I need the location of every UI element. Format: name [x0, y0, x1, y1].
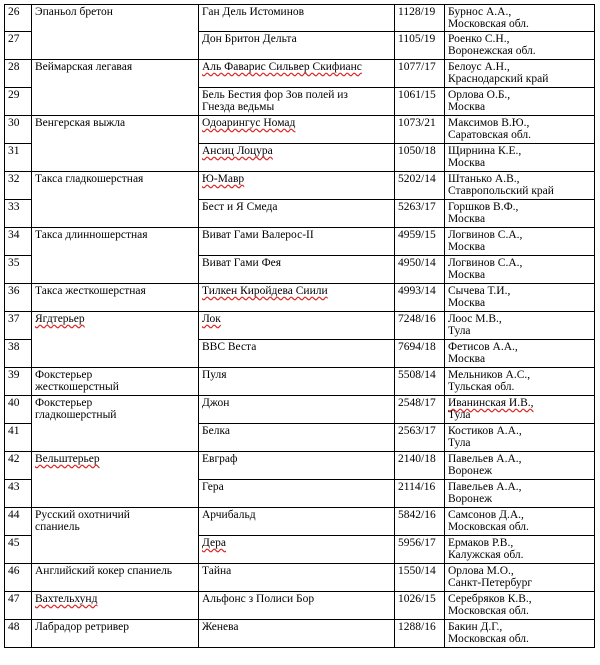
- owner-name-text: Иванинская И.В.,: [448, 397, 534, 409]
- registration-number: 5842/16: [395, 508, 445, 536]
- owner-name: Роенко С.Н.,: [448, 33, 510, 45]
- registration-number: 1288/16: [395, 620, 445, 648]
- owner-city: Москва: [448, 297, 486, 309]
- owner-cell: [445, 88, 595, 116]
- row-number: 28: [5, 60, 32, 88]
- dog-name: Джон: [199, 396, 395, 424]
- breed-cell: [32, 312, 199, 368]
- row-number: 44: [5, 508, 32, 536]
- registration-number: 2140/18: [395, 452, 445, 480]
- row-number: 36: [5, 284, 32, 312]
- owner-city: Тула: [448, 437, 471, 449]
- owner-name: Бакин Д.Г.,: [448, 621, 503, 633]
- table-row: [5, 284, 595, 312]
- dog-name: Виват Гами Фея: [199, 256, 395, 284]
- owner-cell: [445, 536, 595, 564]
- table-row: [5, 172, 595, 200]
- dog-name-text: Дера: [202, 537, 226, 549]
- registration-number: 1105/19: [395, 32, 445, 60]
- table-row: [5, 620, 595, 648]
- owner-name: Горшков В.Ф.,: [448, 201, 519, 213]
- dog-name: Белка: [199, 424, 395, 452]
- dog-name: Гера: [199, 480, 395, 508]
- owner-cell: [445, 200, 595, 228]
- breed-name: Английский кокер спаниель: [35, 565, 173, 577]
- owner-city: Краснодарский край: [448, 73, 549, 85]
- dog-name: Бест и Я Смеда: [199, 200, 395, 228]
- row-number: 46: [5, 564, 32, 592]
- table-row: [5, 60, 595, 88]
- table-row: [5, 564, 595, 592]
- registration-number: 2548/17: [395, 396, 445, 424]
- breed-cell: [32, 452, 199, 508]
- dog-name: [199, 144, 395, 172]
- owner-name: Бурнос А.А.,: [448, 6, 512, 18]
- owner-cell: [445, 480, 595, 508]
- table-row: [5, 592, 595, 620]
- dog-name: Виват Гами Валерос-II: [199, 228, 395, 256]
- owner-cell: [445, 340, 595, 368]
- registration-number: 1061/15: [395, 88, 445, 116]
- registration-number: 4993/14: [395, 284, 445, 312]
- registration-number: 1077/17: [395, 60, 445, 88]
- registration-number: 4959/15: [395, 228, 445, 256]
- breed-cell: [32, 228, 199, 284]
- table-row: [5, 368, 595, 396]
- dog-name: Пуля: [199, 368, 395, 396]
- owner-cell: [445, 424, 595, 452]
- owner-name: Самсонов Д.А.,: [448, 509, 524, 521]
- owner-city: Воронеж: [448, 493, 493, 505]
- owner-name: Ермаков Р.В.,: [448, 537, 514, 549]
- owner-cell: [445, 32, 595, 60]
- owner-city: Москва: [448, 241, 486, 253]
- registration-number: 1550/14: [395, 564, 445, 592]
- owner-name: Логвинов С.А.,: [448, 257, 523, 269]
- owner-city: Московская обл.: [448, 18, 529, 30]
- dog-name: [199, 172, 395, 200]
- table-row: [5, 228, 595, 256]
- breed-cell: [32, 284, 199, 312]
- dog-name: [199, 88, 395, 116]
- breed-name-line1: Русский охотничий: [35, 509, 130, 521]
- row-number: 45: [5, 536, 32, 564]
- breed-name: Веймарская легавая: [35, 61, 133, 73]
- owner-name: Лоос М.В.,: [448, 313, 502, 325]
- registration-number: 2114/16: [395, 480, 445, 508]
- owner-name: Орлова М.О.,: [448, 565, 514, 577]
- dog-name-line1: Бель Бестия фор Зов полей из: [202, 89, 348, 101]
- dog-name: Ган Дель Истоминов: [199, 5, 395, 32]
- row-number: 47: [5, 592, 32, 620]
- owner-cell: [445, 312, 595, 340]
- registration-number: 1073/21: [395, 116, 445, 144]
- table-row: [5, 5, 595, 32]
- row-number: 38: [5, 340, 32, 368]
- breed-name-line2: гладкошерстный: [35, 409, 117, 421]
- breed-name: Вельштерьер: [35, 453, 100, 465]
- owner-cell: [445, 256, 595, 284]
- breed-name-line2: спаниель: [35, 521, 80, 533]
- owner-cell: [445, 116, 595, 144]
- dog-name: Женева: [199, 620, 395, 648]
- owner-name: [448, 397, 591, 409]
- registration-number: 5202/14: [395, 172, 445, 200]
- owner-city: Тула: [448, 409, 471, 421]
- dog-name-text: Аль Фаварис Сильвер Скифианс: [202, 61, 362, 73]
- owner-city: Московская обл.: [448, 521, 529, 533]
- owner-name: Павельев А.А.,: [448, 453, 522, 465]
- row-number: 41: [5, 424, 32, 452]
- breed-name: Вахтельхунд: [35, 593, 98, 605]
- breed-cell: [32, 60, 199, 116]
- owner-city: Ставропольский край: [448, 185, 554, 197]
- registration-number: 5508/14: [395, 368, 445, 396]
- dog-name: Арчибальд: [199, 508, 395, 536]
- owner-city: Москва: [448, 101, 486, 113]
- table-row: [5, 116, 595, 144]
- breed-name-line1: Фокстерьер: [35, 369, 93, 381]
- owner-city: Московская обл.: [448, 605, 529, 617]
- row-number: 34: [5, 228, 32, 256]
- dog-name: ВВС Веста: [199, 340, 395, 368]
- row-number: 39: [5, 368, 32, 396]
- breed-name-line2: жесткошерстный: [35, 381, 119, 393]
- owner-city: Тульская обл.: [448, 381, 515, 393]
- registration-number: 1128/19: [395, 5, 445, 32]
- owner-name: Штанько А.В.,: [448, 173, 520, 185]
- owner-cell: [445, 452, 595, 480]
- registration-number: 1050/18: [395, 144, 445, 172]
- owner-city: Московская обл.: [448, 633, 529, 645]
- breed-name: Такса жесткошерстная: [35, 285, 146, 297]
- owner-name: Павельев А.А.,: [448, 481, 522, 493]
- owner-name: Орлова О.Б.,: [448, 89, 511, 101]
- row-number: 35: [5, 256, 32, 284]
- owner-cell: [445, 396, 595, 424]
- dogs-table: [4, 4, 595, 648]
- breed-cell: [32, 396, 199, 452]
- breed-name: Венгерская выжла: [35, 117, 126, 129]
- row-number: 29: [5, 88, 32, 116]
- registration-number: 4950/14: [395, 256, 445, 284]
- row-number: 40: [5, 396, 32, 424]
- breed-cell: [32, 508, 199, 564]
- dog-name: [199, 284, 395, 312]
- breed-name: Такса длинношерстная: [35, 229, 148, 241]
- owner-city: Воронежская обл.: [448, 45, 536, 57]
- dog-name: [199, 312, 395, 340]
- owner-city: Воронеж: [448, 465, 493, 477]
- owner-cell: [445, 144, 595, 172]
- breed-name: Такса гладкошерстная: [35, 173, 144, 185]
- registration-number: 5263/17: [395, 200, 445, 228]
- owner-city: Москва: [448, 353, 486, 365]
- owner-cell: [445, 60, 595, 88]
- row-number: 33: [5, 200, 32, 228]
- dog-name-text: Ансиц Лоцура: [202, 145, 273, 157]
- owner-name: Сычева Т.И.,: [448, 285, 511, 297]
- dog-name: Тайна: [199, 564, 395, 592]
- dog-name-text: Тилкен Киройдева Сиили: [202, 285, 328, 297]
- row-number: 26: [5, 5, 32, 32]
- breed-cell: [32, 620, 199, 648]
- breed-cell: [32, 172, 199, 228]
- owner-city: Тула: [448, 325, 471, 337]
- owner-cell: [445, 620, 595, 648]
- owner-name: Мельников А.С.,: [448, 369, 531, 381]
- row-number: 42: [5, 452, 32, 480]
- breed-cell: [32, 592, 199, 620]
- table-row: [5, 312, 595, 340]
- owner-name: Максимов В.Ю.,: [448, 117, 530, 129]
- dog-name: [199, 60, 395, 88]
- table-row: [5, 452, 595, 480]
- breed-name: Эпаньол бретон: [35, 6, 113, 18]
- owner-city: Москва: [448, 157, 486, 169]
- breed-name: Ягдтерьер: [35, 313, 85, 325]
- owner-city: Санкт-Петербург: [448, 577, 533, 589]
- owner-city: Калужская обл.: [448, 549, 524, 561]
- row-number: 37: [5, 312, 32, 340]
- table-row: [5, 508, 595, 536]
- dog-name-text: Ю-Мавр: [202, 173, 245, 185]
- owner-name: Белоус А.Н.,: [448, 61, 510, 73]
- row-number: 48: [5, 620, 32, 648]
- dog-name: Евграф: [199, 452, 395, 480]
- registration-number: 7694/18: [395, 340, 445, 368]
- registration-number: 5956/17: [395, 536, 445, 564]
- dog-name-text: Лок: [202, 313, 221, 325]
- dog-name-text: Одоарингус Номад: [202, 117, 296, 129]
- row-number: 43: [5, 480, 32, 508]
- breed-name-line1: Фокстерьер: [35, 397, 93, 409]
- owner-name: Фетисов А.А.,: [448, 341, 518, 353]
- dog-name: [199, 536, 395, 564]
- breed-cell: [32, 116, 199, 172]
- dog-name: Альфонс з Полиси Бор: [199, 592, 395, 620]
- dog-name: Дон Бритон Дельта: [199, 32, 395, 60]
- row-number: 31: [5, 144, 32, 172]
- breed-cell: [32, 5, 199, 60]
- owner-cell: [445, 172, 595, 200]
- row-number: 30: [5, 116, 32, 144]
- dog-name: [199, 116, 395, 144]
- breed-cell: [32, 368, 199, 396]
- owner-cell: [445, 284, 595, 312]
- owner-cell: [445, 5, 595, 32]
- owner-name: Щирнина К.Е.,: [448, 145, 522, 157]
- registration-number: 7248/16: [395, 312, 445, 340]
- breed-name: Лабрадор ретривер: [35, 621, 129, 633]
- owner-city: Саратовская обл.: [448, 129, 532, 141]
- owner-name: Логвинов С.А.,: [448, 229, 523, 241]
- dog-name-line2: Гнезда ведьмы: [202, 101, 275, 113]
- owner-cell: [445, 368, 595, 396]
- owner-cell: [445, 228, 595, 256]
- owner-cell: [445, 592, 595, 620]
- row-number: 27: [5, 32, 32, 60]
- owner-name: Костиков А.А.,: [448, 425, 522, 437]
- owner-cell: [445, 564, 595, 592]
- registration-number: 2563/17: [395, 424, 445, 452]
- owner-name: Серебряков К.В.,: [448, 593, 532, 605]
- table-row: [5, 396, 595, 424]
- row-number: 32: [5, 172, 32, 200]
- breed-cell: [32, 564, 199, 592]
- owner-city: Москва: [448, 213, 486, 225]
- owner-cell: [445, 508, 595, 536]
- registration-number: 1026/15: [395, 592, 445, 620]
- owner-city: Москва: [448, 269, 486, 281]
